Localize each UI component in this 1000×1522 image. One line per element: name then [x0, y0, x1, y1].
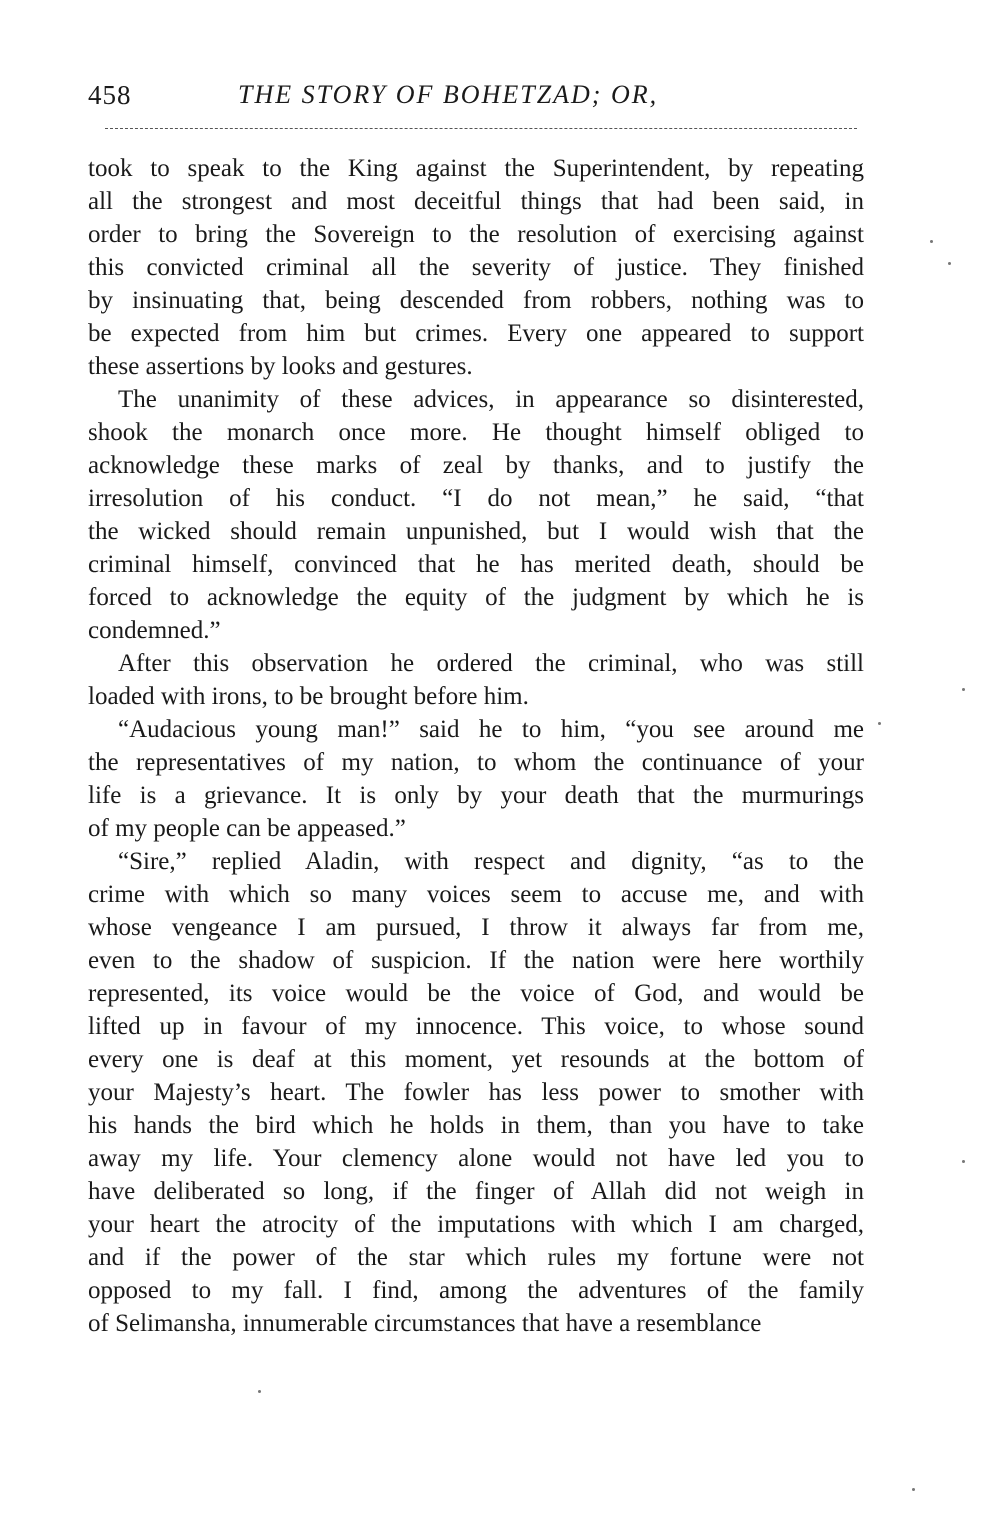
text-line: all the strongest and most deceitful things that had been said, in	[88, 188, 864, 215]
page-header	[88, 80, 864, 120]
margin-speck	[878, 722, 881, 725]
paragraph	[88, 152, 864, 383]
text-line: of Selimansha, innumerable circumstances that have a resemblance	[88, 1310, 762, 1337]
text-line: every one is deaf at this moment, yet resounds at the bottom of	[88, 1046, 864, 1073]
text-line: opposed to my fall. I find, among the adventures of the family	[88, 1277, 864, 1304]
margin-speck	[948, 262, 951, 265]
text-line: The unanimity of these advices, in appearance so disinterested,	[118, 386, 864, 413]
text-line: of my people can be appeased.”	[88, 815, 406, 842]
margin-speck	[912, 1488, 915, 1491]
running-head: THE STORY OF BOHETZAD; OR,	[238, 80, 659, 109]
margin-speck	[930, 240, 933, 243]
text-line: life is a grievance. It is only by your death that the murmurings	[88, 782, 864, 809]
paragraph	[88, 845, 864, 1340]
paragraph	[88, 383, 864, 647]
text-line: order to bring the Sovereign to the resolution of exercising against	[88, 221, 864, 248]
text-line: forced to acknowledge the equity of the judgment by which he is	[88, 584, 864, 611]
text-line: your Majesty’s heart. The fowler has less power to smother with	[88, 1079, 864, 1106]
text-line: whose vengeance I am pursued, I throw it always far from me,	[88, 914, 864, 941]
body-text	[88, 152, 864, 1340]
text-line: even to the shadow of suspicion. If the nation were here worthily	[88, 947, 864, 974]
text-line: took to speak to the King against the Superintendent, by repeating	[88, 155, 864, 182]
text-line: acknowledge these marks of zeal by thanks, and to justify the	[88, 452, 864, 479]
text-line: the wicked should remain unpunished, but I would wish that the	[88, 518, 864, 545]
margin-speck	[258, 1390, 261, 1393]
text-line: the representatives of my nation, to whom the continuance of your	[88, 749, 864, 776]
text-line: this convicted criminal all the severity of justice. They finished	[88, 254, 864, 281]
text-line: be expected from him but crimes. Every one appeared to support	[88, 320, 864, 347]
text-line: After this observation he ordered the criminal, who was still	[118, 650, 864, 677]
text-line: “Sire,” replied Aladin, with respect and dignity, “as to the	[118, 848, 864, 875]
text-line: and if the power of the star which rules my fortune were not	[88, 1244, 864, 1271]
page-number: 458	[88, 80, 132, 110]
header-rule	[105, 128, 857, 129]
text-line: “Audacious young man!” said he to him, “you see around me	[118, 716, 864, 743]
text-line: represented, its voice would be the voice of God, and would be	[88, 980, 864, 1007]
text-line: these assertions by looks and gestures.	[88, 353, 473, 380]
paragraph	[88, 647, 864, 713]
margin-speck	[962, 688, 965, 691]
text-line: criminal himself, convinced that he has merited death, should be	[88, 551, 864, 578]
text-line: your heart the atrocity of the imputations with which I am charged,	[88, 1211, 864, 1238]
text-line: by insinuating that, being descended from robbers, nothing was to	[88, 287, 864, 314]
text-line: shook the monarch once more. He thought himself obliged to	[88, 419, 864, 446]
text-line: crime with which so many voices seem to accuse me, and with	[88, 881, 864, 908]
paragraph	[88, 713, 864, 845]
text-line: loaded with irons, to be brought before him.	[88, 683, 529, 710]
text-line: have deliberated so long, if the finger of Allah did not weigh in	[88, 1178, 864, 1205]
text-line: lifted up in favour of my innocence. This voice, to whose sound	[88, 1013, 864, 1040]
text-line: away my life. Your clemency alone would not have led you to	[88, 1145, 864, 1172]
text-line: irresolution of his conduct. “I do not mean,” he said, “that	[88, 485, 864, 512]
margin-speck	[962, 1160, 965, 1163]
text-line: his hands the bird which he holds in them, than you have to take	[88, 1112, 864, 1139]
text-line: condemned.”	[88, 617, 221, 644]
